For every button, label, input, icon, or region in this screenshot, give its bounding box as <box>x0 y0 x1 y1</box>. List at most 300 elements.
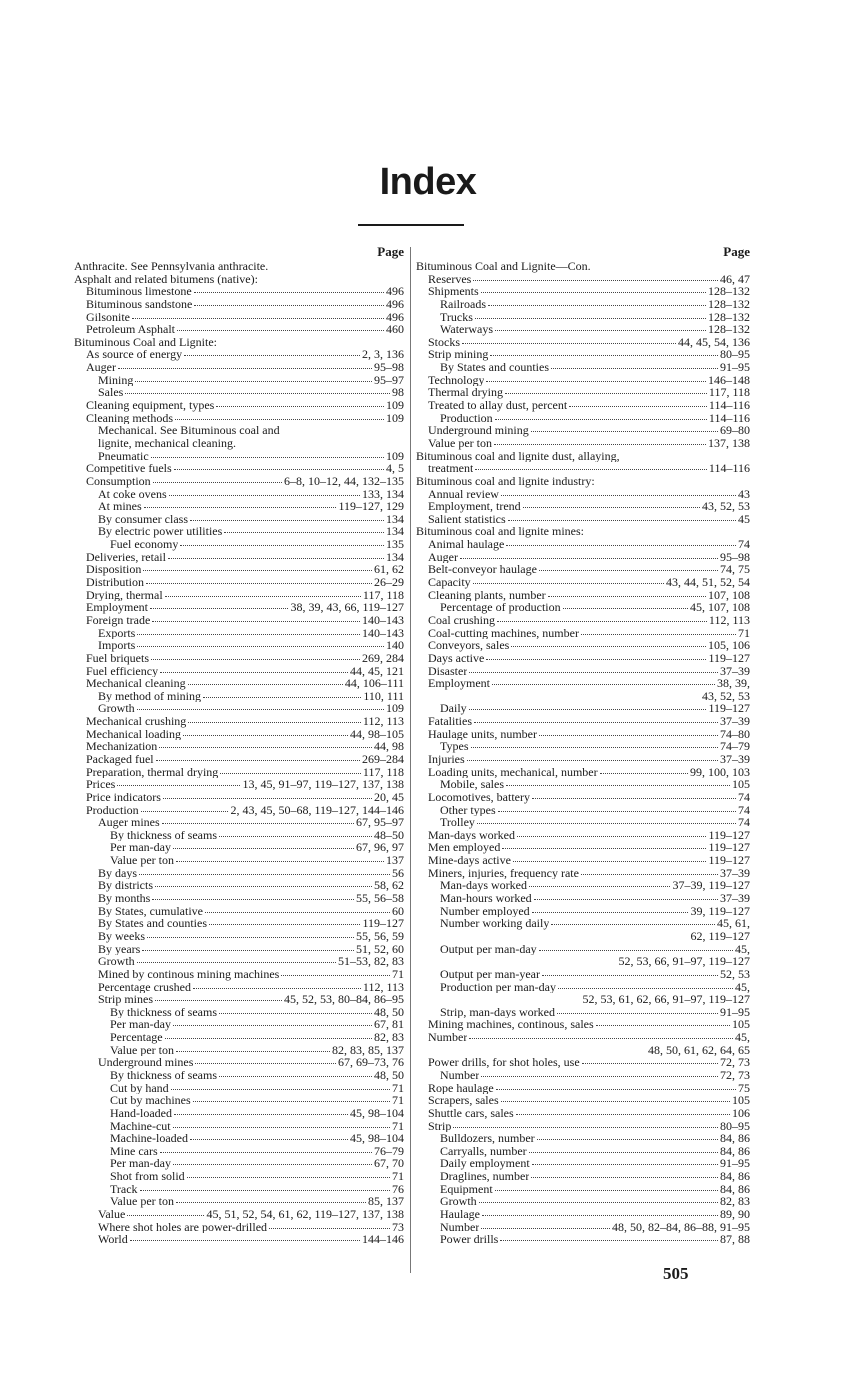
index-entry-pages: 71 <box>392 1093 404 1108</box>
page-number: 505 <box>663 1264 689 1283</box>
index-entry <box>416 500 750 513</box>
index-entry-pages: 45, 107, 108 <box>690 600 750 615</box>
index-entry-pages: 37–39 <box>720 891 750 906</box>
index-entry-term: Asphalt and related bitumens (native): <box>74 272 258 286</box>
index-entry <box>74 841 404 854</box>
index-entry <box>416 1208 750 1221</box>
index-entry-term: By consumer class <box>98 512 188 526</box>
index-entry-pages: 114–116 <box>708 398 750 413</box>
index-entry <box>416 1132 750 1145</box>
index-entry-term: By thickness of seams <box>110 1005 217 1019</box>
index-entry <box>74 323 404 336</box>
index-entry-term: At coke ovens <box>98 487 167 501</box>
index-entry-pages: 37–39, 119–127 <box>672 878 750 893</box>
index-entry-term: Price indicators <box>86 790 161 804</box>
index-entry-pages: 52, 53 <box>720 966 750 981</box>
index-entry-pages: 80–95 <box>720 1118 750 1133</box>
dot-leader <box>542 974 718 976</box>
index-entry-term: Gilsonite <box>86 310 130 324</box>
index-entry-term: Strip mines <box>98 993 154 1006</box>
dot-leader <box>174 468 384 470</box>
index-entry-term: Growth <box>98 702 135 716</box>
index-entry-pages: 137 <box>386 853 404 868</box>
dot-leader <box>137 645 384 647</box>
dot-leader <box>155 999 282 1001</box>
index-entry-term: Men employed <box>428 841 501 855</box>
index-entry-pages: 133, 134 <box>362 486 404 501</box>
index-entry-pages: 128–132 <box>708 296 750 311</box>
dot-leader <box>168 557 384 559</box>
index-entry <box>74 652 404 665</box>
index-entry-term: Power drills <box>440 1233 499 1246</box>
dot-leader <box>539 734 718 736</box>
index-entry-term: Strip <box>428 1119 452 1133</box>
index-entry-term: Miners, injuries, frequency rate <box>428 866 579 880</box>
index-entry-pages: 119–127 <box>708 827 750 842</box>
index-entry-pages: 74 <box>738 815 750 830</box>
index-entry-term: Cut by machines <box>110 1094 191 1107</box>
index-entry-term: Value per ton <box>110 1043 174 1057</box>
index-entry <box>74 1069 404 1082</box>
dot-leader <box>500 1239 718 1241</box>
index-entry <box>416 639 750 652</box>
index-entry-term: Packaged fuel <box>86 752 154 766</box>
index-entry-term: Technology <box>428 373 485 387</box>
index-entry-pages: 74, 75 <box>720 562 750 577</box>
dot-leader <box>165 595 361 597</box>
index-entry <box>74 1145 404 1158</box>
dot-leader <box>195 1062 336 1064</box>
index-entry-pages: 134 <box>386 524 404 539</box>
index-entry-term: Bituminous coal and lignite mines: <box>416 525 584 539</box>
index-entry-term: Production per man-day <box>440 980 556 994</box>
index-entry <box>74 892 404 905</box>
index-entry <box>74 601 404 614</box>
title-underline <box>358 224 464 226</box>
index-entry-pages: 105 <box>732 1017 750 1032</box>
dot-leader <box>183 734 348 736</box>
index-entry <box>416 690 750 703</box>
dot-leader <box>219 835 372 837</box>
index-entry-pages: 89, 90 <box>720 1207 750 1222</box>
index-entry-pages: 48, 50 <box>374 1068 404 1082</box>
index-entry-pages: 67, 95–97 <box>356 815 404 830</box>
index-entry-pages: 128–132 <box>708 322 750 337</box>
index-entry-term: Value per ton <box>110 1195 174 1209</box>
index-entry <box>416 841 750 854</box>
dot-leader <box>479 1201 718 1203</box>
dot-leader <box>151 456 384 458</box>
dot-leader <box>532 797 736 799</box>
index-entry-pages: 117, 118 <box>362 587 404 602</box>
dot-leader <box>151 658 360 660</box>
dot-leader <box>551 923 715 925</box>
index-entry-term: Mining machines, continous, sales <box>428 1018 594 1032</box>
index-entry-term: Belt-conveyor haulage <box>428 563 537 577</box>
index-entry <box>74 513 404 526</box>
index-entry <box>416 665 750 678</box>
index-entry <box>416 538 750 551</box>
dot-leader <box>147 936 354 938</box>
index-entry <box>416 576 750 589</box>
dot-leader <box>205 911 390 913</box>
dot-leader <box>125 392 390 394</box>
index-entry-pages: 45, 98–104 <box>350 1131 404 1146</box>
index-entry-pages: 45, <box>735 979 750 994</box>
index-entry-term: Number employed <box>440 904 530 918</box>
index-entry-term: Cleaning methods <box>86 411 173 425</box>
index-entry <box>416 905 750 918</box>
dot-leader <box>473 279 718 281</box>
dot-leader <box>143 569 372 571</box>
index-entry-term: Strip, man-days worked <box>440 1005 555 1019</box>
index-entry-term: Auger <box>86 361 116 374</box>
index-entry-term: Growth <box>440 1195 477 1209</box>
index-entry <box>416 475 750 488</box>
index-entry-pages: 38, 39, 43, 66, 119–127 <box>290 600 404 615</box>
index-entry-pages: 91–95 <box>720 1156 750 1171</box>
dot-leader <box>160 1151 372 1153</box>
index-entry-term: By districts <box>98 879 154 893</box>
index-entry-pages: 6–8, 10–12, 44, 132–135 <box>284 473 404 488</box>
index-entry-pages: 105, 106 <box>708 638 750 653</box>
index-entry-pages: 269–284 <box>362 751 404 766</box>
index-entry-pages: 71 <box>392 1080 404 1095</box>
index-entry <box>416 412 750 425</box>
index-entry-term: Percentage of production <box>440 601 561 614</box>
dot-leader <box>146 582 372 584</box>
index-entry-term: By thickness of seams <box>110 828 217 842</box>
index-entry-term: Reserves <box>428 272 472 286</box>
index-entry <box>416 1094 750 1107</box>
dot-leader <box>523 506 700 508</box>
index-entry-pages: 60 <box>392 903 404 918</box>
index-entry-term: Strip mining <box>428 348 489 362</box>
index-entry-term: By States and counties <box>440 361 549 374</box>
index-entry-pages: 44, 45, 54, 136 <box>678 334 750 349</box>
index-entry <box>416 677 750 690</box>
index-entry <box>74 551 404 564</box>
dot-leader <box>551 367 718 369</box>
index-entry <box>416 930 750 943</box>
dot-leader <box>139 873 390 875</box>
dot-leader <box>492 683 715 685</box>
index-entry-pages: 128–132 <box>708 284 750 299</box>
index-entry <box>416 1006 750 1019</box>
index-entry-term: Waterways <box>440 323 494 336</box>
index-entry-pages: 44, 98–105 <box>350 726 404 741</box>
index-entry-pages: 67, 70 <box>374 1156 404 1171</box>
index-entry-pages: 71 <box>738 625 750 640</box>
index-entry-term: Preparation, thermal drying <box>86 765 219 779</box>
dot-leader <box>132 317 384 319</box>
index-entry-pages: 74 <box>738 537 750 552</box>
index-entry-pages: 74–79 <box>720 739 750 754</box>
index-entry-term: Per man-day <box>110 1157 171 1171</box>
dot-leader <box>130 1239 360 1241</box>
index-entry-term: Stocks <box>428 335 461 349</box>
index-entry-term: Mechanical cleaning <box>86 677 186 690</box>
index-entry <box>74 968 404 981</box>
dot-leader <box>498 810 736 812</box>
index-entry <box>416 551 750 564</box>
index-entry-term: Petroleum Asphalt <box>86 323 175 336</box>
index-entry <box>74 1031 404 1044</box>
index-entry <box>74 260 404 273</box>
dot-leader <box>219 1075 372 1077</box>
index-entry-pages: 74–80 <box>720 726 750 741</box>
index-entry <box>416 437 750 450</box>
index-entry-pages: 2, 43, 45, 50–68, 119–127, 144–146 <box>230 802 404 817</box>
index-entry-pages: 82, 83 <box>720 1194 750 1209</box>
index-entry-term: Mechanical crushing <box>86 715 187 728</box>
dot-leader <box>529 1151 718 1153</box>
index-entry-term: Mechanization <box>86 740 158 753</box>
index-entry-pages: 140 <box>386 638 404 653</box>
index-entry <box>74 336 404 349</box>
index-entry-pages: 114–116 <box>708 410 750 425</box>
dot-leader <box>188 683 343 685</box>
index-entry-term: Conveyors, sales <box>428 639 510 652</box>
index-entry-term: By electric power utilities <box>98 525 223 539</box>
index-entry <box>74 639 404 652</box>
index-entry <box>416 399 750 412</box>
index-entry-term: Equipment <box>440 1182 493 1196</box>
index-entry <box>74 1233 404 1246</box>
index-entry-term: Fuel economy <box>110 538 179 551</box>
index-entry-term: Machine-loaded <box>110 1132 188 1145</box>
index-entry-pages: 71 <box>392 1118 404 1133</box>
dot-leader <box>563 607 688 609</box>
index-entry <box>74 1157 404 1170</box>
dot-leader <box>190 1138 348 1140</box>
index-entry-pages: 45 <box>738 511 750 526</box>
index-entry-pages: 82, 83 <box>374 1030 404 1045</box>
index-entry <box>416 336 750 349</box>
dot-leader <box>490 354 718 356</box>
index-entry-term: As source of energy <box>86 348 183 362</box>
index-entry-pages: 37–39 <box>720 751 750 766</box>
dot-leader <box>482 1214 718 1216</box>
index-entry-term: By weeks <box>98 929 145 943</box>
index-entry-pages: 2, 3, 136 <box>362 347 404 362</box>
index-entry <box>416 348 750 361</box>
index-entry-pages: 45, 61, <box>717 916 750 931</box>
dot-leader <box>473 582 664 584</box>
index-entry-term: Shipments <box>428 285 479 298</box>
index-entry-pages: 144–146 <box>362 1232 404 1247</box>
index-entry-pages: 95–98 <box>720 549 750 564</box>
dot-leader <box>481 1227 610 1229</box>
index-entry <box>416 450 750 463</box>
dot-leader <box>501 494 736 496</box>
index-entry <box>74 879 404 892</box>
index-entry-pages: 114–116 <box>708 461 750 476</box>
index-entry-term: Man-days worked <box>428 828 515 842</box>
index-entry-term: By method of mining <box>98 689 201 703</box>
dot-leader <box>534 898 718 900</box>
index-entry-term: At mines <box>98 500 142 513</box>
index-entry-pages: 39, 119–127 <box>690 903 750 918</box>
dot-leader <box>477 822 736 824</box>
dot-leader <box>193 1100 390 1102</box>
index-entry <box>416 1221 750 1234</box>
index-entry <box>416 715 750 728</box>
index-entry-pages: 99, 100, 103 <box>690 764 750 779</box>
dot-leader <box>194 304 384 306</box>
index-entry-pages: 76–79 <box>374 1143 404 1158</box>
index-entry <box>416 601 750 614</box>
index-entry <box>416 740 750 753</box>
index-entry <box>416 854 750 867</box>
index-entry-pages: 137, 138 <box>708 435 750 450</box>
index-entry <box>74 791 404 804</box>
dot-leader <box>209 923 360 925</box>
index-entry-term: Consumption <box>86 474 151 488</box>
index-entry-pages: 72, 73 <box>720 1055 750 1070</box>
index-entry <box>416 462 750 475</box>
index-entry-pages: 48, 50 <box>374 1004 404 1019</box>
index-entry-pages: 51–53, 82, 83 <box>338 954 404 969</box>
index-entry-pages: 45, 52, 53, 80–84, 86–95 <box>284 992 404 1007</box>
index-entry <box>74 525 404 538</box>
index-entry-term: Sales <box>98 386 124 400</box>
index-entry-pages: 45, <box>735 941 750 956</box>
index-entry-term: Cleaning plants, number <box>428 588 546 602</box>
index-entry-term: Percentage <box>110 1031 163 1044</box>
index-entry <box>74 475 404 488</box>
index-entry-pages: 82, 83, 85, 137 <box>332 1042 404 1057</box>
index-entry-pages: 46, 47 <box>720 271 750 286</box>
index-entry-pages: 67, 69–73, 76 <box>338 1055 404 1070</box>
index-entry <box>74 1221 404 1234</box>
index-entry-pages: 95–98 <box>374 360 404 375</box>
index-entry <box>74 285 404 298</box>
index-entry-pages: 496 <box>386 296 404 311</box>
dot-leader <box>163 797 372 799</box>
index-entry-pages: 105 <box>732 777 750 792</box>
index-entry-term: Employment <box>86 601 148 614</box>
dot-leader <box>224 531 384 533</box>
index-entry-pages: 269, 284 <box>362 650 404 665</box>
index-entry <box>74 450 404 463</box>
index-entry-pages: 26–29 <box>374 575 404 590</box>
index-entry-term: Mining <box>98 373 134 387</box>
index-entry-term: Mine cars <box>110 1144 158 1158</box>
index-entry-term: Track <box>110 1182 138 1196</box>
dot-leader <box>216 405 384 407</box>
index-entry <box>74 917 404 930</box>
dot-leader <box>506 784 730 786</box>
index-entry <box>416 1120 750 1133</box>
index-entry-pages: 119–127, 129 <box>338 499 404 514</box>
index-entry-pages: 91–95 <box>720 360 750 375</box>
index-entry-pages: 107, 108 <box>708 587 750 602</box>
index-entry <box>416 1170 750 1183</box>
index-entry-term: Salient statistics <box>428 512 506 526</box>
dot-leader <box>460 557 718 559</box>
index-entry-pages: 112, 113 <box>708 612 750 627</box>
index-entry-pages: 45, 51, 52, 54, 61, 62, 119–127, 137, 138 <box>206 1207 404 1222</box>
index-entry <box>74 348 404 361</box>
index-entry <box>416 753 750 766</box>
index-entry-term: lignite, mechanical cleaning. <box>98 436 236 450</box>
index-entry-term: Bituminous coal and lignite industry: <box>416 474 595 488</box>
index-entry-pages: 44, 98 <box>374 739 404 754</box>
index-entry <box>74 867 404 880</box>
dot-leader <box>152 620 360 622</box>
dot-leader <box>180 544 384 546</box>
index-entry-pages: 119–127 <box>708 650 750 665</box>
dot-leader <box>159 746 372 748</box>
index-entry <box>74 728 404 741</box>
index-entry-term: Bulldozers, number <box>440 1132 535 1145</box>
index-entry <box>74 715 404 728</box>
index-entry-term: Trucks <box>440 310 473 324</box>
index-entry-term: Haulage units, number <box>428 727 537 741</box>
dot-leader <box>144 506 337 508</box>
index-entry-pages: 496 <box>386 309 404 324</box>
index-entry <box>74 905 404 918</box>
index-entry <box>74 386 404 399</box>
index-entry <box>416 993 750 1006</box>
index-entry-term: Mine-days active <box>428 854 511 867</box>
index-entry-term: Shuttle cars, sales <box>428 1106 514 1120</box>
index-entry <box>74 437 404 450</box>
index-entry-term: Production <box>440 411 493 425</box>
dot-leader <box>152 898 354 900</box>
index-entry-term: Mined by continous mining machines <box>98 967 280 981</box>
dot-leader <box>177 329 384 331</box>
dot-leader <box>135 380 372 382</box>
index-entry <box>416 298 750 311</box>
page-column-heading-right: Page <box>723 244 750 259</box>
index-entry-term: Daily <box>440 702 467 716</box>
index-entry-pages: 55, 56, 59 <box>356 928 404 943</box>
index-entry-term: Draglines, number <box>440 1170 530 1183</box>
index-entry-pages: 91–95 <box>720 1004 750 1019</box>
index-entry-pages: 56 <box>392 865 404 880</box>
dot-leader <box>176 1201 366 1203</box>
index-entry-pages: 84, 86 <box>720 1181 750 1196</box>
index-entry-term: Value <box>98 1208 126 1221</box>
index-entry-pages: 44, 106–111 <box>344 676 404 691</box>
dot-leader <box>502 847 706 849</box>
index-entry-term: Output per man-day <box>440 942 537 956</box>
index-entry-term: Mechanical loading <box>86 727 181 741</box>
index-entry <box>74 361 404 374</box>
dot-leader <box>600 772 688 774</box>
index-entry <box>74 273 404 286</box>
index-entry <box>416 766 750 779</box>
index-entry-pages: 140–143 <box>362 612 404 627</box>
dot-leader <box>117 784 240 786</box>
index-entry <box>74 538 404 551</box>
index-entry-term: Imports <box>98 639 136 652</box>
index-entry-pages: 72, 73 <box>720 1068 750 1082</box>
index-entry-term: treatment <box>428 462 474 475</box>
index-entry-term: Fuel efficiency <box>86 664 159 678</box>
index-entry-pages: 109 <box>386 448 404 463</box>
dot-leader <box>193 987 361 989</box>
index-entry <box>74 930 404 943</box>
index-entry <box>416 374 750 387</box>
index-entry <box>74 993 404 1006</box>
index-entry <box>74 753 404 766</box>
dot-leader <box>511 645 706 647</box>
index-entry-pages: 51, 52, 60 <box>356 941 404 956</box>
dot-leader <box>516 1113 730 1115</box>
